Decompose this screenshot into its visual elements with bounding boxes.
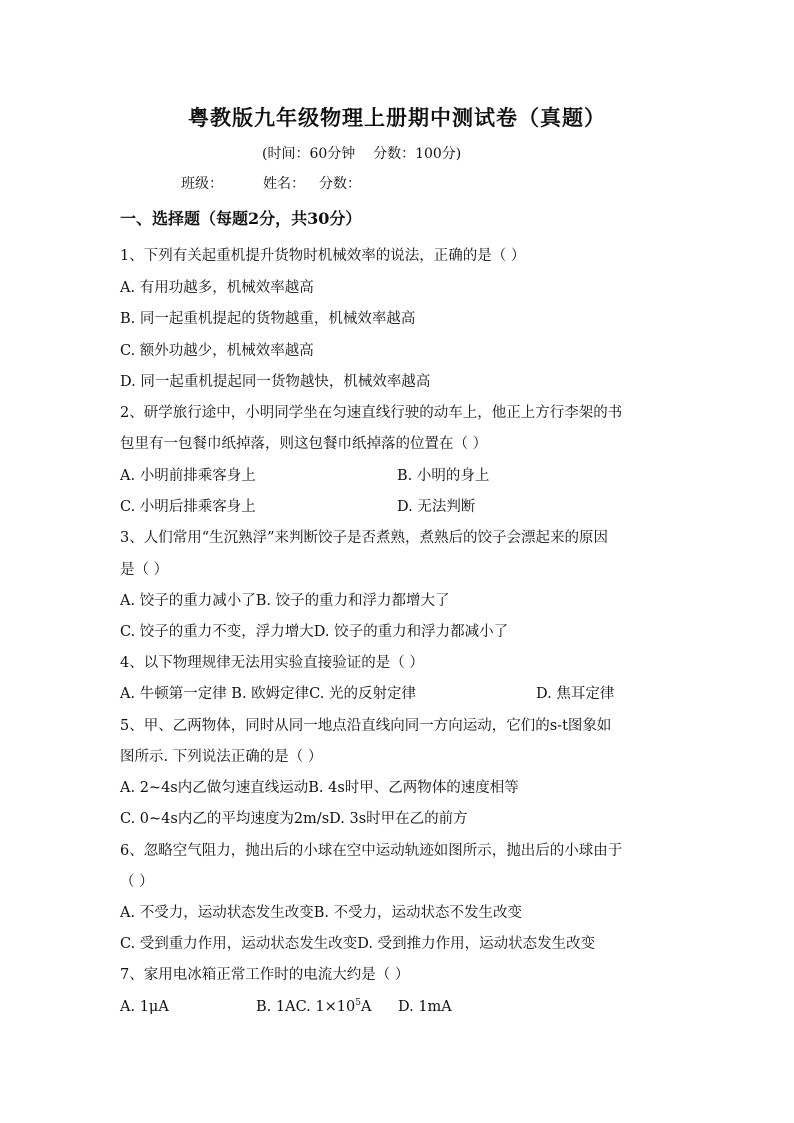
student-info-fields [181,174,361,194]
question-3-line-2: 是（ ） [120,562,169,578]
page-title: 粤教版九年级物理上册期中测试卷（真题） [188,105,606,130]
q2-option-b: B. 小明的身上 [397,468,490,484]
question-5-line-2: 图所示. 下列说法正确的是（ ） [120,749,323,765]
q4-options-abc: A. 牛顿第一定律 B. 欧姆定律C. 光的反射定律 [120,686,416,702]
q6-options-cd: C. 受到重力作用，运动状态发生改变D. 受到推力作用，运动状态发生改变 [120,936,596,952]
q7-option-d: D. 1mA [398,999,452,1015]
question-4: 4、以下物理规律无法用实验直接验证的是（ ） [120,655,424,671]
q3-options-cd: C. 饺子的重力不变，浮力增大D. 饺子的重力和浮力都减小了 [120,624,509,640]
q1-option-b: B. 同一起重机提起的货物越重，机械效率越高 [120,311,416,327]
q7-bc-text: B. 1AC. 1×10 [256,999,356,1015]
name-field-label: 姓名： [263,176,305,192]
question-5-line-1: 5、甲、乙两物体，同时从同一地点沿直线向同一方向运动，它们的s-t图象如 [120,718,612,734]
exam-subtitle: (时间：60分钟 分数：100分) [262,146,462,162]
question-6-line-1: 6、忽略空气阻力，抛出后的小球在空中运动轨迹如图所示，抛出后的小球由于 [120,843,623,859]
question-1: 1、下列有关起重机提升货物时机械效率的说法，正确的是（ ） [120,248,526,264]
q5-options-ab: A. 2~4s内乙做匀速直线运动B. 4s时甲、乙两物体的速度相等 [120,780,519,796]
question-2-line-1: 2、研学旅行途中，小明同学坐在匀速直线行驶的动车上，他正上方行李架的书 [120,405,623,421]
question-6-line-2: （ ） [120,874,154,890]
q3-options-ab: A. 饺子的重力减小了B. 饺子的重力和浮力都增大了 [120,593,450,609]
q2-option-a: A. 小明前排乘客身上 [120,468,256,484]
question-2-line-2: 包里有一包餐巾纸掉落，则这包餐巾纸掉落的位置在（ ） [120,436,488,452]
q4-option-d: D. 焦耳定律 [536,686,615,702]
section-heading: 一、选择题（每题2分，共30分） [120,209,362,228]
q1-option-a: A. 有用功越多，机械效率越高 [120,280,314,296]
q5-options-cd: C. 0~4s内乙的平均速度为2m/sD. 3s时甲在乙的前方 [120,811,468,827]
q2-option-c: C. 小明后排乘客身上 [120,499,256,515]
q7-exponent: 5 [355,998,361,1009]
q1-option-c: C. 额外功越少，机械效率越高 [120,343,314,359]
q7-options-bc [256,997,371,1017]
score-field-label: 分数： [319,176,361,192]
q1-option-d: D. 同一起重机提起同一货物越快，机械效率越高 [120,374,431,390]
class-field-label: 班级： [181,176,223,192]
q2-option-d: D. 无法判断 [397,499,476,515]
question-7: 7、家用电冰箱正常工作时的电流大约是（ ） [120,967,410,983]
question-3-line-1: 3、人们常用“生沉熟浮”来判断饺子是否煮熟，煮熟后的饺子会漂起来的原因 [120,530,609,546]
q7-option-a: A. 1μA [120,999,169,1015]
q6-options-ab: A. 不受力，运动状态发生改变B. 不受力，运动状态不发生改变 [120,905,523,921]
q7-bc-unit: A [360,999,372,1015]
